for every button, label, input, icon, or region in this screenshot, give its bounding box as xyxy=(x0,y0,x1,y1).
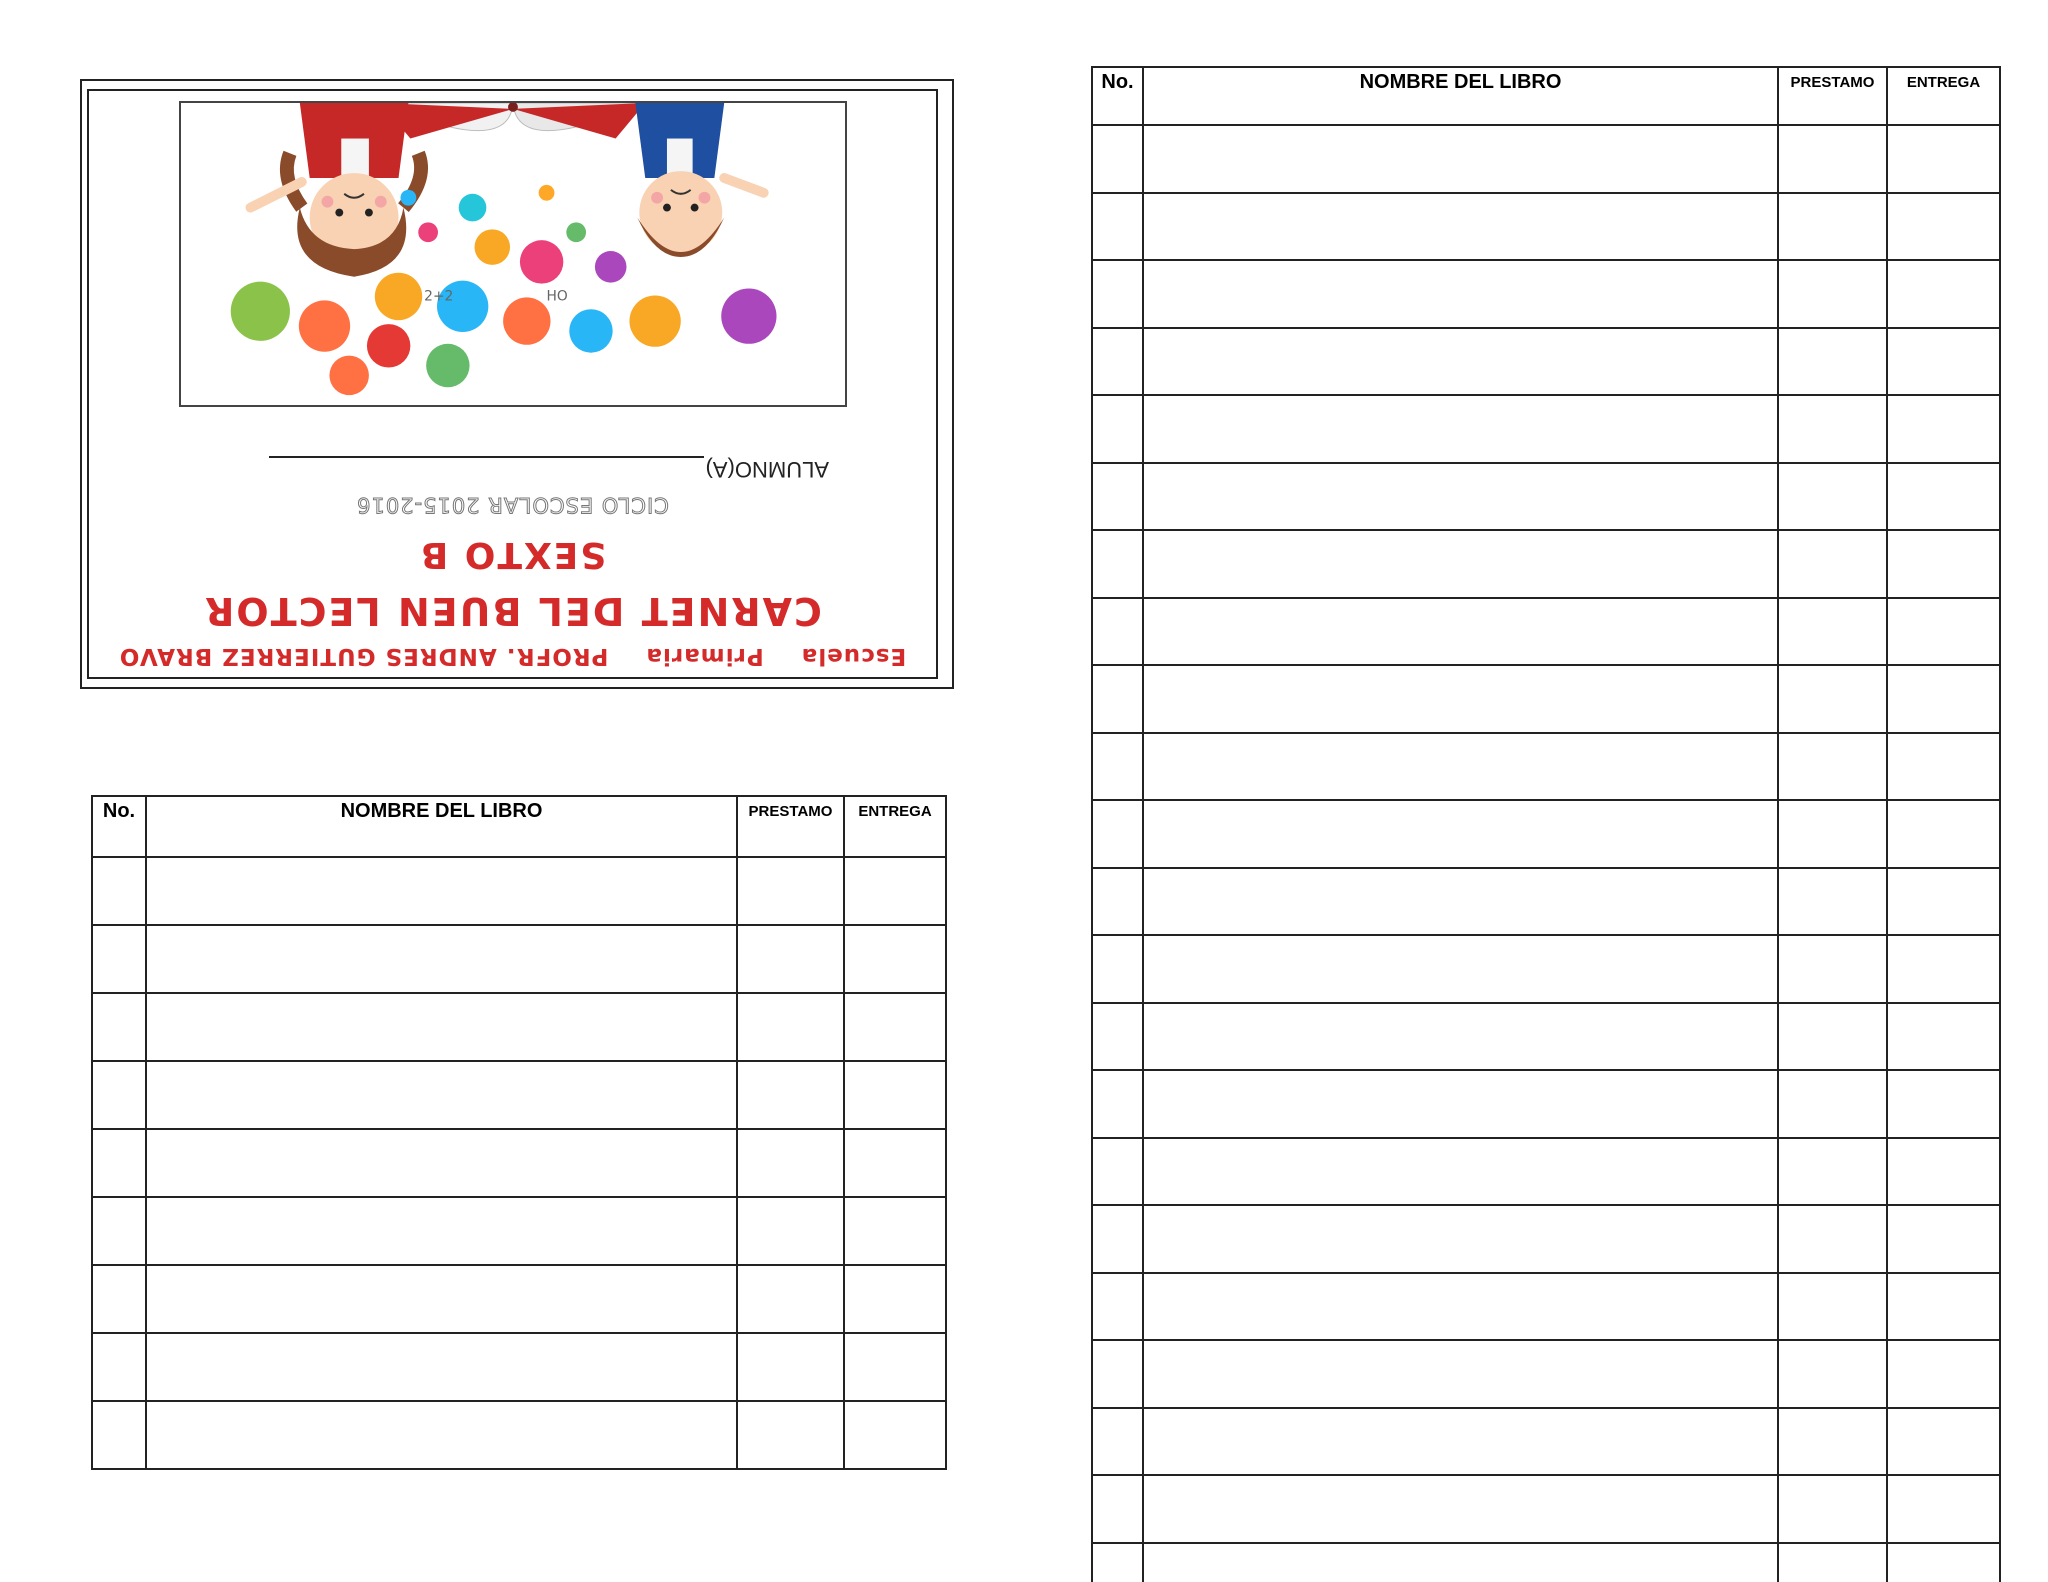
table-row xyxy=(1092,193,2000,261)
cell-loan-date xyxy=(1778,665,1887,733)
header-book-name: NOMBRE DEL LIBRO xyxy=(1143,67,1778,125)
cell-return-date xyxy=(1887,193,2000,261)
cell-no xyxy=(92,1401,146,1469)
table-row xyxy=(1092,1003,2000,1071)
cell-book-name xyxy=(1143,935,1778,1003)
cell-no xyxy=(1092,395,1143,463)
cell-no xyxy=(92,1265,146,1333)
cell-no xyxy=(1092,1003,1143,1071)
table-row xyxy=(92,1401,946,1469)
cell-return-date xyxy=(1887,1475,2000,1543)
cell-book-name xyxy=(1143,530,1778,598)
card-title: CARNET DEL BUEN LECTOR xyxy=(203,589,822,633)
cell-no xyxy=(1092,935,1143,1003)
cell-no xyxy=(92,1333,146,1401)
cell-no xyxy=(1092,463,1143,531)
cell-book-name xyxy=(146,1129,737,1197)
cell-book-name xyxy=(1143,193,1778,261)
table-row xyxy=(92,925,946,993)
cell-no xyxy=(1092,868,1143,936)
level-word: Primaria xyxy=(645,643,764,669)
table-row xyxy=(92,1265,946,1333)
cell-no xyxy=(1092,665,1143,733)
table-header-row xyxy=(1092,67,2000,125)
kid-left xyxy=(635,103,763,257)
table-row xyxy=(1092,1070,2000,1138)
cell-return-date xyxy=(844,1129,946,1197)
header-return: ENTREGA xyxy=(1887,67,2000,125)
cell-loan-date xyxy=(737,925,844,993)
cell-loan-date xyxy=(737,1265,844,1333)
cell-no xyxy=(1092,733,1143,801)
table-row xyxy=(1092,260,2000,328)
cell-book-name xyxy=(1143,125,1778,193)
cell-return-date xyxy=(1887,463,2000,531)
cell-return-date xyxy=(1887,125,2000,193)
cell-return-date xyxy=(1887,868,2000,936)
cell-return-date xyxy=(1887,935,2000,1003)
student-name-line xyxy=(269,456,704,478)
table-row xyxy=(1092,125,2000,193)
bubble-symbols xyxy=(424,288,568,304)
cell-book-name xyxy=(1143,463,1778,531)
table-row xyxy=(1092,395,2000,463)
header-no: No. xyxy=(1092,67,1143,125)
cell-loan-date xyxy=(1778,1475,1887,1543)
cell-return-date xyxy=(844,993,946,1061)
cell-book-name xyxy=(1143,260,1778,328)
open-book xyxy=(381,103,645,139)
cell-return-date xyxy=(1887,665,2000,733)
cell-no xyxy=(92,925,146,993)
reader-card-upside-down-content xyxy=(89,91,936,677)
cell-no xyxy=(1092,598,1143,666)
cell-book-name xyxy=(1143,1543,1778,1582)
table-row xyxy=(92,1197,946,1265)
table-row xyxy=(1092,868,2000,936)
cell-return-date xyxy=(1887,800,2000,868)
cell-book-name xyxy=(1143,1408,1778,1476)
symbol-water: HO xyxy=(546,288,568,305)
cell-book-name xyxy=(146,1401,737,1469)
cell-loan-date xyxy=(1778,328,1887,396)
cell-loan-date xyxy=(737,1401,844,1469)
loan-table-left-body xyxy=(92,857,946,1469)
cell-return-date xyxy=(1887,1543,2000,1582)
cell-return-date xyxy=(844,925,946,993)
cell-book-name xyxy=(1143,1003,1778,1071)
cell-loan-date xyxy=(1778,1205,1887,1273)
header-book-name: NOMBRE DEL LIBRO xyxy=(146,796,737,857)
cell-book-name xyxy=(1143,1340,1778,1408)
table-row xyxy=(1092,800,2000,868)
table-row xyxy=(1092,665,2000,733)
student-label: ALUMNO(A) xyxy=(705,457,829,482)
cell-return-date xyxy=(1887,1273,2000,1341)
cell-book-name xyxy=(1143,1475,1778,1543)
table-row xyxy=(92,1061,946,1129)
cell-book-name xyxy=(146,1333,737,1401)
cell-book-name xyxy=(1143,395,1778,463)
cell-book-name xyxy=(146,1061,737,1129)
table-row xyxy=(92,857,946,925)
cell-return-date xyxy=(1887,1138,2000,1206)
kid-right xyxy=(250,103,421,277)
cell-book-name xyxy=(1143,328,1778,396)
cell-loan-date xyxy=(1778,733,1887,801)
cell-no xyxy=(92,1129,146,1197)
table-row xyxy=(1092,1273,2000,1341)
cell-book-name xyxy=(1143,1205,1778,1273)
cell-no xyxy=(1092,328,1143,396)
header-loan: PRESTAMO xyxy=(737,796,844,857)
cell-return-date xyxy=(1887,733,2000,801)
cell-no xyxy=(1092,1475,1143,1543)
cell-book-name xyxy=(146,1265,737,1333)
cell-book-name xyxy=(1143,1273,1778,1341)
cell-loan-date xyxy=(737,1061,844,1129)
cell-return-date xyxy=(1887,1070,2000,1138)
cell-book-name xyxy=(1143,665,1778,733)
cell-book-name xyxy=(1143,800,1778,868)
cell-book-name xyxy=(1143,868,1778,936)
table-row xyxy=(1092,463,2000,531)
cell-loan-date xyxy=(737,1129,844,1197)
table-row xyxy=(1092,328,2000,396)
cell-return-date xyxy=(1887,328,2000,396)
cell-loan-date xyxy=(1778,598,1887,666)
school-name: PROFR. ANDRES GUTIERREZ BRAVO xyxy=(118,643,609,669)
cell-loan-date xyxy=(737,1197,844,1265)
cell-loan-date xyxy=(1778,1408,1887,1476)
cell-loan-date xyxy=(1778,1543,1887,1582)
table-row xyxy=(1092,530,2000,598)
cell-loan-date xyxy=(1778,1273,1887,1341)
cell-return-date xyxy=(1887,530,2000,598)
header-return: ENTREGA xyxy=(844,796,946,857)
table-row xyxy=(92,1333,946,1401)
cell-loan-date xyxy=(1778,868,1887,936)
cell-no xyxy=(1092,1205,1143,1273)
cell-return-date xyxy=(844,1333,946,1401)
table-row xyxy=(92,993,946,1061)
cell-no xyxy=(92,1061,146,1129)
cell-no xyxy=(1092,1273,1143,1341)
table-row xyxy=(1092,1408,2000,1476)
reader-card-inner-frame xyxy=(87,89,938,679)
cell-loan-date xyxy=(1778,1070,1887,1138)
cell-return-date xyxy=(844,857,946,925)
cell-return-date xyxy=(1887,1340,2000,1408)
cell-book-name xyxy=(146,925,737,993)
cell-book-name xyxy=(1143,598,1778,666)
cell-no xyxy=(1092,193,1143,261)
cell-loan-date xyxy=(1778,1138,1887,1206)
cell-loan-date xyxy=(1778,935,1887,1003)
cell-return-date xyxy=(844,1265,946,1333)
illustration-svg xyxy=(181,103,845,405)
table-row xyxy=(1092,1205,2000,1273)
table-row xyxy=(1092,598,2000,666)
header-loan: PRESTAMO xyxy=(1778,67,1887,125)
cell-book-name xyxy=(146,857,737,925)
cell-loan-date xyxy=(1778,395,1887,463)
table-row xyxy=(1092,935,2000,1003)
cell-no xyxy=(1092,125,1143,193)
cell-loan-date xyxy=(737,993,844,1061)
cell-book-name xyxy=(146,1197,737,1265)
cell-no xyxy=(1092,1138,1143,1206)
student-name-field xyxy=(269,456,829,482)
cell-loan-date xyxy=(1778,125,1887,193)
table-row xyxy=(1092,1475,2000,1543)
loan-table-right xyxy=(1091,66,2001,1582)
cell-return-date xyxy=(844,1061,946,1129)
cell-loan-date xyxy=(1778,463,1887,531)
cell-no xyxy=(1092,530,1143,598)
cell-no xyxy=(1092,1408,1143,1476)
cell-no xyxy=(92,993,146,1061)
cell-loan-date xyxy=(737,1333,844,1401)
cell-return-date xyxy=(1887,598,2000,666)
cell-no xyxy=(1092,1340,1143,1408)
cell-loan-date xyxy=(1778,530,1887,598)
cell-book-name xyxy=(146,993,737,1061)
cell-return-date xyxy=(1887,1408,2000,1476)
cell-loan-date xyxy=(1778,1340,1887,1408)
school-cycle: CICLO ESCOLAR 2015-2016 xyxy=(356,493,669,517)
cell-no xyxy=(92,857,146,925)
cell-loan-date xyxy=(1778,193,1887,261)
cell-no xyxy=(1092,260,1143,328)
header-no: No. xyxy=(92,796,146,857)
cell-return-date xyxy=(844,1197,946,1265)
cell-book-name xyxy=(1143,1138,1778,1206)
cell-return-date xyxy=(1887,1205,2000,1273)
table-row xyxy=(1092,1543,2000,1582)
cell-loan-date xyxy=(1778,260,1887,328)
symbol-math: 2+2 xyxy=(424,288,454,305)
table-header-row xyxy=(92,796,946,857)
school-line xyxy=(89,643,936,669)
cell-loan-date xyxy=(737,857,844,925)
cell-return-date xyxy=(1887,395,2000,463)
cell-return-date xyxy=(844,1401,946,1469)
loan-table-right-body xyxy=(1092,125,2000,1582)
cell-book-name xyxy=(1143,1070,1778,1138)
cell-return-date xyxy=(1887,260,2000,328)
cell-no xyxy=(1092,1543,1143,1582)
cell-book-name xyxy=(1143,733,1778,801)
table-row xyxy=(92,1129,946,1197)
cell-no xyxy=(1092,800,1143,868)
cell-return-date xyxy=(1887,1003,2000,1071)
table-row xyxy=(1092,733,2000,801)
card-grade: SEXTO B xyxy=(418,534,607,575)
school-word: Escuela xyxy=(800,643,907,669)
kids-reading-illustration xyxy=(179,101,847,407)
cell-no xyxy=(1092,1070,1143,1138)
loan-table-left xyxy=(91,795,947,1470)
cell-no xyxy=(92,1197,146,1265)
table-row xyxy=(1092,1138,2000,1206)
cell-loan-date xyxy=(1778,800,1887,868)
cell-loan-date xyxy=(1778,1003,1887,1071)
reader-card xyxy=(80,79,954,689)
table-row xyxy=(1092,1340,2000,1408)
